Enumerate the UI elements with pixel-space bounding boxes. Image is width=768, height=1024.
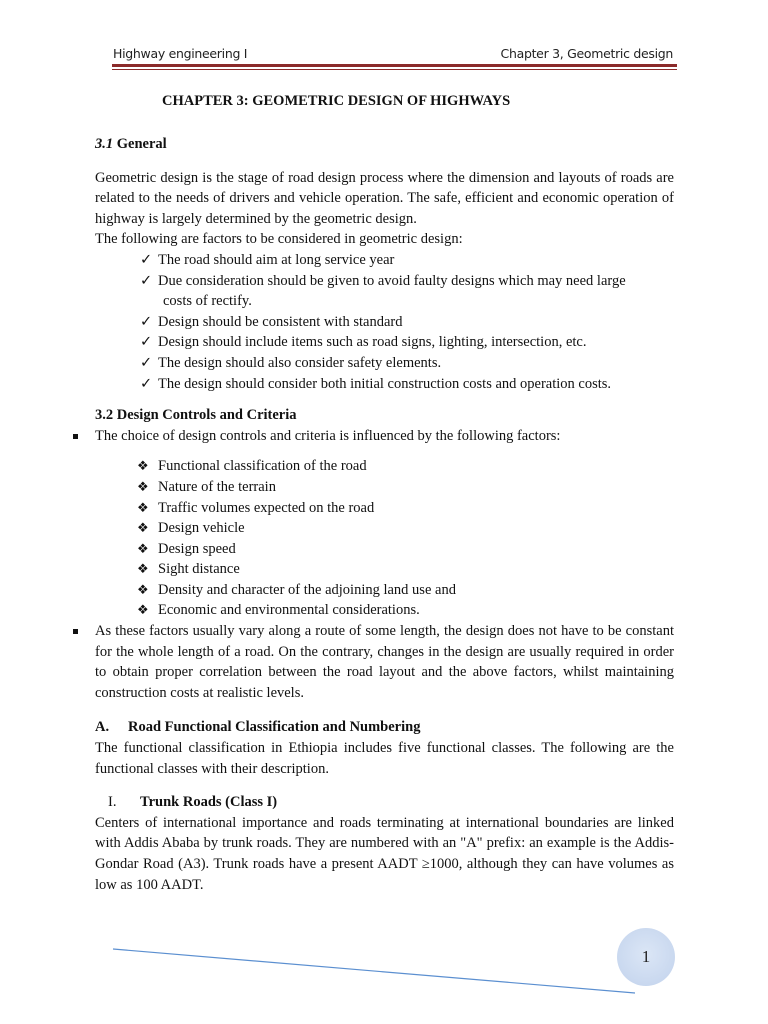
diamond-bullet-icon: ❖ <box>137 540 149 556</box>
checkmark-icon: ✓ <box>140 354 153 371</box>
list-item-text: Design speed <box>158 540 236 557</box>
section-title: Trunk Roads (Class I) <box>140 794 278 811</box>
page-number: 1 <box>641 947 651 966</box>
section-label: I. <box>108 794 117 811</box>
list-item-text: The road should aim at long service year <box>158 251 395 268</box>
checkmark-icon: ✓ <box>140 251 153 268</box>
diamond-bullet-icon: ❖ <box>137 499 149 515</box>
list-item-text: The design should also consider safety elements. <box>158 354 442 371</box>
list-item-text: Economic and environmental considerations. <box>158 602 420 619</box>
list-item-text: Due consideration should be given to avoid faulty designs which may need large <box>158 272 626 289</box>
checkmark-icon: ✓ <box>140 313 153 330</box>
section-number: 3.1 <box>95 136 114 152</box>
section-title: Road Functional Classification and Numbering <box>128 719 421 736</box>
footer-line <box>113 949 635 993</box>
running-header-left: Highway engineering I <box>113 46 248 61</box>
list-item-text: The design should consider both initial construction costs and operation costs. <box>158 375 612 392</box>
list-item-text: Density and character of the adjoining land use and <box>158 581 456 598</box>
list-item-text: Traffic volumes expected on the road <box>158 499 375 516</box>
paragraph-trunk-roads: Centers of international importance and roads terminating at international boundaries are linked with Addis Ababa by trunk roads. They are numbered with an "A" prefix: an example is the Addis-Gondar Road (A3). Trunk roads have a present AADT ≥1000, although they can have volumes as low as 100 AADT. <box>95 814 674 893</box>
diamond-bullet-icon: ❖ <box>137 520 149 536</box>
list-item-text: Design should include items such as road signs, lighting, intersection, etc. <box>158 334 587 351</box>
section-label: A. <box>95 719 110 736</box>
running-header-right: Chapter 3, Geometric design <box>500 46 673 61</box>
bullet-text: As these factors usually vary along a route of some length, the design does not have to be constant for the whole length of a road. On the contrary, changes in the design are usually required in order to obtain proper correlation between the road layout and the above factors, whilst maintaining construction costs at realistic levels. <box>95 623 674 701</box>
checkmark-icon: ✓ <box>140 334 153 351</box>
section-title: General <box>116 136 167 152</box>
diamond-bullet-icon: ❖ <box>137 458 149 474</box>
diamond-bullet-icon: ❖ <box>137 478 149 494</box>
paragraph-geometric-design: Geometric design is the stage of road design process where the dimension and layouts of roads are related to the needs of drivers and vehicle operation. The safe, efficient and economic operation of highway is largely determined by the geometric design. <box>95 169 674 227</box>
list-item-text: Nature of the terrain <box>158 478 276 495</box>
page-number-badge <box>617 928 675 986</box>
section-heading-design-controls: 3.2 Design Controls and Criteria <box>95 407 297 424</box>
diamond-bullet-icon: ❖ <box>137 561 149 577</box>
list-item-text: Functional classification of the road <box>158 458 367 475</box>
paragraph-factors-intro: The following are factors to be considered in geometric design: <box>95 231 463 248</box>
diamond-bullet-icon: ❖ <box>137 581 149 597</box>
checkmark-icon: ✓ <box>140 272 153 289</box>
list-item-text: Sight distance <box>158 561 240 578</box>
bullet-text: The choice of design controls and criteria is influenced by the following factors: <box>95 427 561 444</box>
checkmark-icon: ✓ <box>140 375 153 392</box>
paragraph-functional-classes: The functional classification in Ethiopia includes five functional classes. The following are the functional classes with their description. <box>95 740 674 777</box>
diamond-bullet-icon: ❖ <box>137 602 149 618</box>
list-item-text: Design vehicle <box>158 520 245 537</box>
chapter-title: CHAPTER 3: GEOMETRIC DESIGN OF HIGHWAYS <box>162 93 511 109</box>
list-item-text: Design should be consistent with standard <box>158 313 403 330</box>
list-item-text-continued: costs of rectify. <box>163 293 252 310</box>
